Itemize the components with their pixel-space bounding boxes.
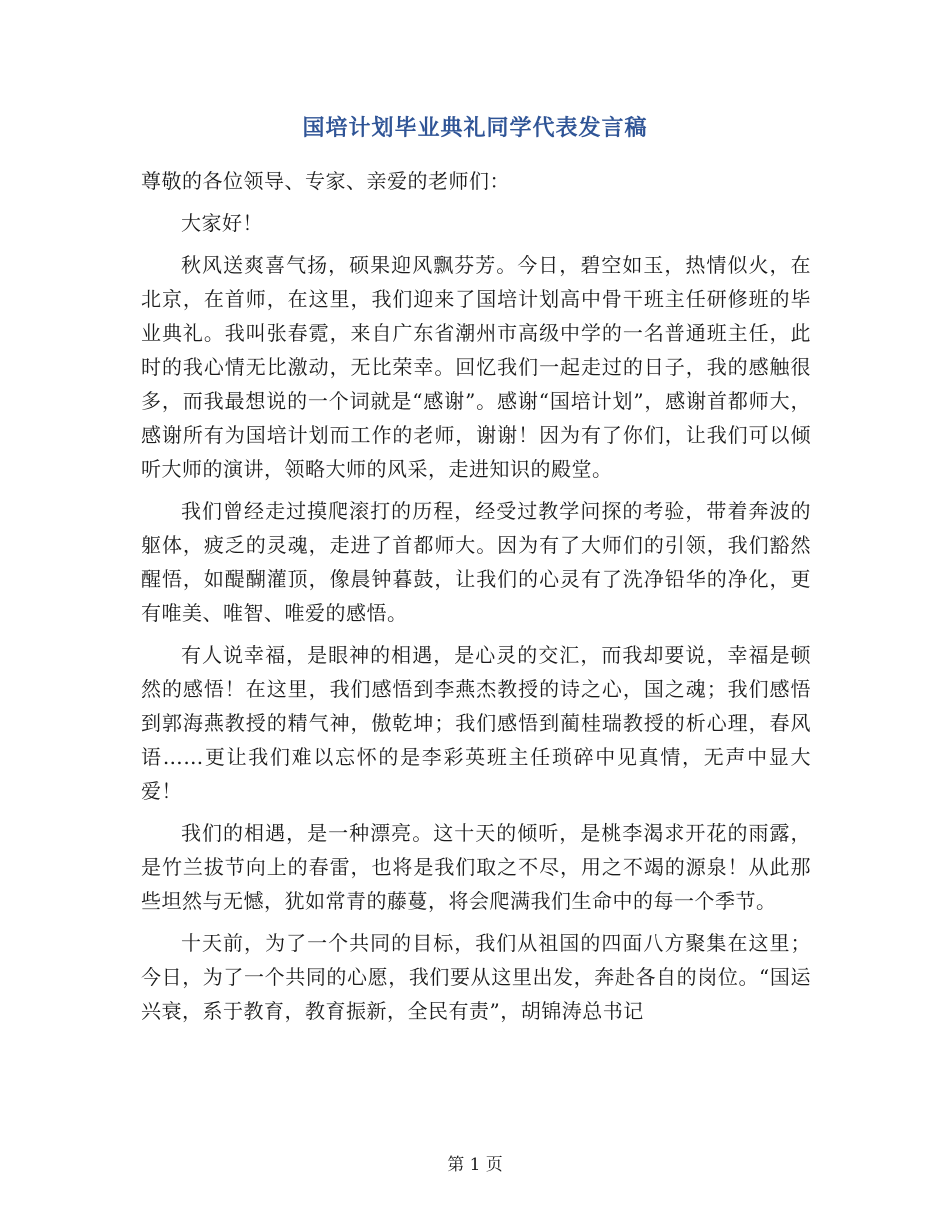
salutation-line: 尊敬的各位领导、专家、亲爱的老师们： — [141, 169, 510, 193]
paragraph-5: 十天前，为了一个共同的目标，我们从祖国的四面八方聚集在这里；今日，为了一个共同的心愿，我们要从这里出发，奔赴各自的岗位。“国运兴衰，系于教育，教育振新，全民有责”，胡锦涛总书记 — [141, 931, 811, 1023]
paragraph-4: 我们的相遇，是一种漂亮。这十天的倾听，是桃李渴求开花的雨露，是竹兰拔节向上的春雷，也将是我们取之不尽，用之不竭的源泉！从此那些坦然与无憾，犹如常青的藤蔓，将会爬满我们生命中的每一个季节。 — [141, 821, 811, 913]
paragraph-greeting: 大家好！ — [181, 211, 263, 235]
document-title: 国培计划毕业典礼同学代表发言稿 — [302, 115, 648, 141]
paragraph-2: 我们曾经走过摸爬滚打的历程，经受过教学问探的考验，带着奔波的躯体，疲乏的灵魂，走进了首都师大。因为有了大师们的引领，我们豁然醒悟，如醍醐灌顶，像晨钟暮鼓，让我们的心灵有了洗净铅华的净化，更有唯美、唯智、唯爱的感悟。 — [141, 499, 811, 625]
page-number-footer: 第 1 页 — [447, 1155, 503, 1175]
paragraph-1: 秋风送爽喜气扬，硕果迎风飘芬芳。今日，碧空如玉，热情似火，在北京，在首师，在这里，我们迎来了国培计划高中骨干班主任研修班的毕业典礼。我叫张春霓，来自广东省潮州市高级中学的一名普通班主任，此时的我心情无比激动，无比荣幸。回忆我们一起走过的日子，我的感触很多，而我最想说的一个词就是“感谢”。感谢“国培计划”，感谢首都师大，感谢所有为国培计划而工作的老师，谢谢！因为有了你们，让我们可以倾听大师的演讲，领略大师的风采，走进知识的殿堂。 — [141, 253, 811, 481]
paragraph-3: 有人说幸福，是眼神的相遇，是心灵的交汇，而我却要说，幸福是顿然的感悟！在这里，我们感悟到李燕杰教授的诗之心，国之魂；我们感悟到郭海燕教授的精气神，傲乾坤；我们感悟到蔺桂瑞教授的析心理，春风语……更让我们难以忘怀的是李彩英班主任琐碎中见真情，无声中显大爱！ — [141, 643, 811, 803]
document-body — [141, 164, 811, 1036]
